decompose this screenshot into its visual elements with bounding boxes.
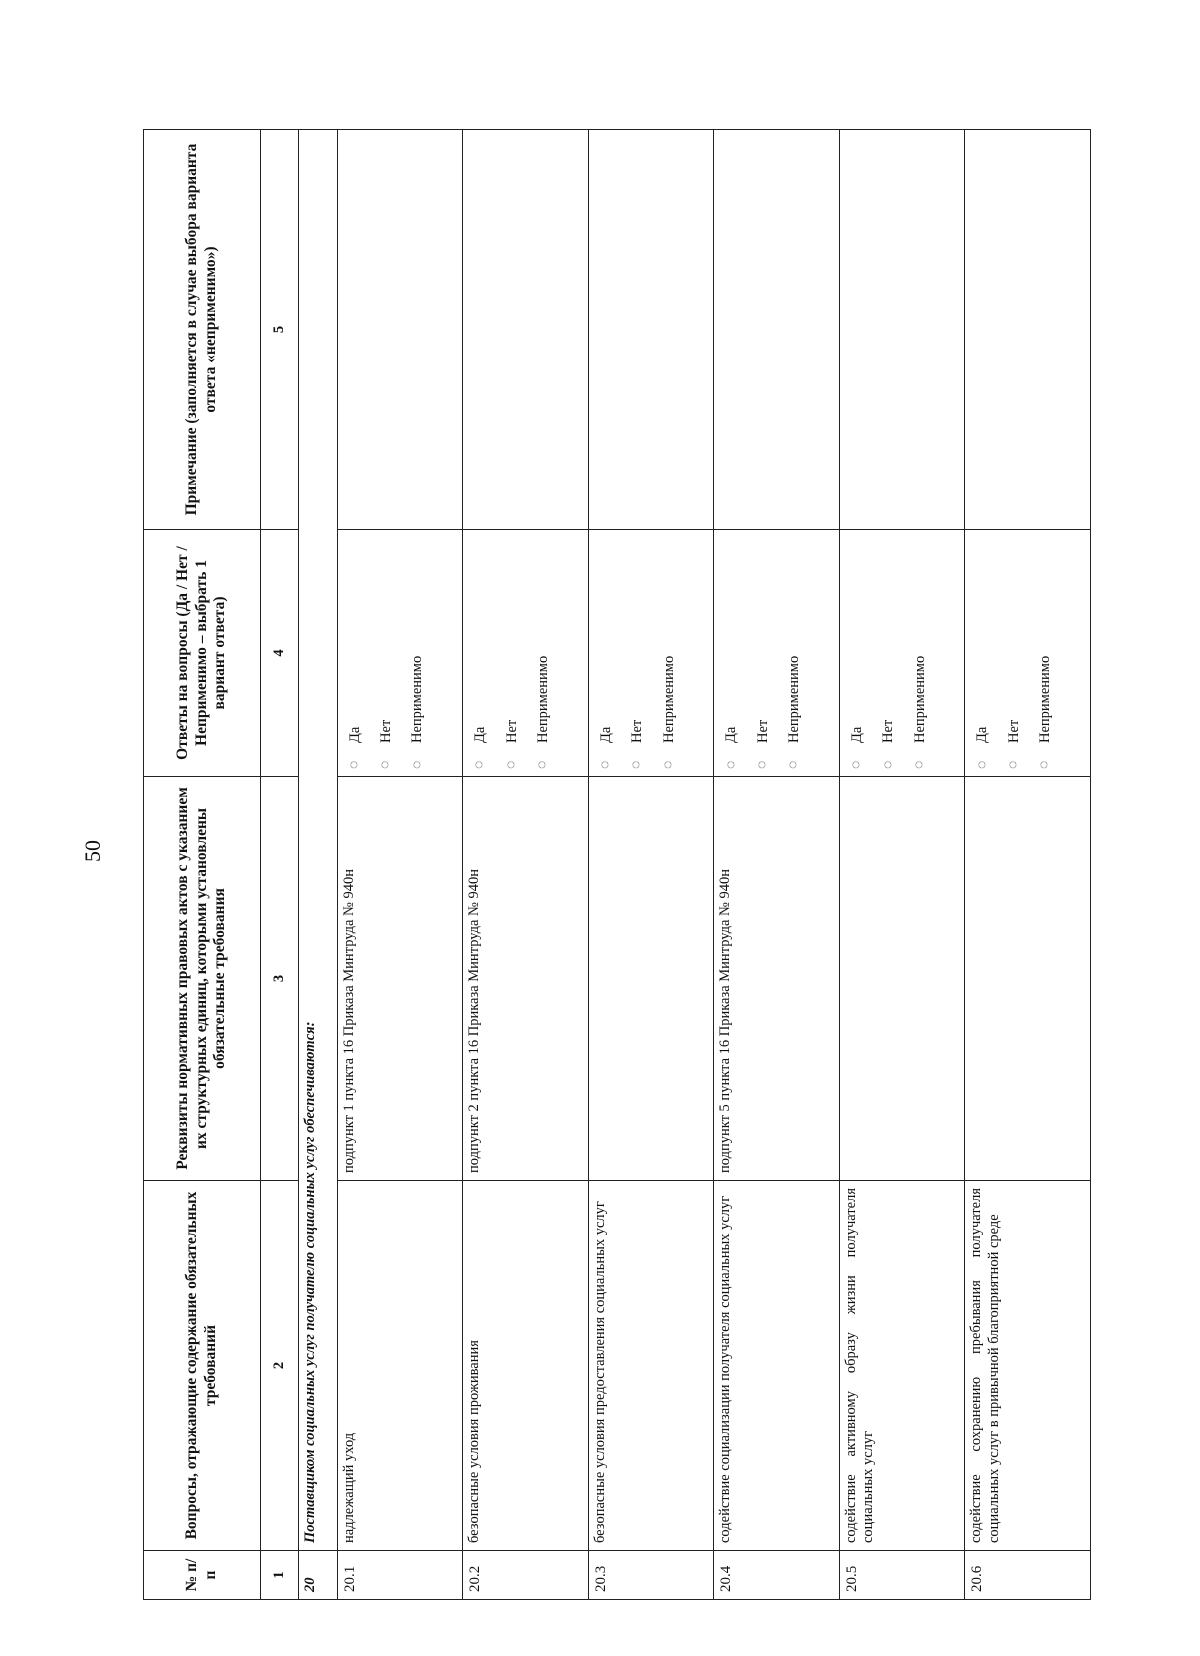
- answer-label: Нет: [378, 719, 395, 743]
- radio-icon[interactable]: ◌: [598, 760, 614, 769]
- requisite-text: [839, 777, 965, 1181]
- radio-icon[interactable]: ◌: [378, 760, 394, 769]
- table-row: [714, 130, 840, 1600]
- note-cell[interactable]: [965, 130, 1091, 530]
- answer-no[interactable]: [629, 537, 646, 769]
- row-number: 20.6: [965, 1551, 1091, 1600]
- table-row: [965, 130, 1091, 1600]
- answer-label: Нет: [503, 719, 520, 743]
- row-number: 20.5: [839, 1551, 965, 1600]
- answer-label: Да: [723, 726, 740, 743]
- answer-na[interactable]: [912, 537, 929, 769]
- requisite-text: подпункт 1 пункта 16 Приказа Минтруда № 940н: [337, 777, 463, 1181]
- radio-icon[interactable]: ◌: [754, 760, 770, 769]
- radio-icon[interactable]: ◌: [472, 760, 488, 769]
- answer-options: [463, 530, 589, 777]
- answer-label: Да: [974, 726, 991, 743]
- answer-yes[interactable]: [974, 537, 991, 769]
- radio-icon[interactable]: ◌: [1006, 760, 1022, 769]
- note-cell[interactable]: [714, 130, 840, 530]
- answer-options: [588, 530, 714, 777]
- header-answers: Ответы на вопросы (Да / Нет / Неприменимо – выбрать 1 вариант ответа): [144, 530, 261, 777]
- question-text: безопасные условия предоставления социальных услуг: [588, 1181, 714, 1551]
- table-row: [839, 130, 965, 1600]
- answer-yes[interactable]: [849, 537, 866, 769]
- answer-na[interactable]: [786, 537, 803, 769]
- answer-label: Неприменимо: [409, 655, 426, 743]
- rotated-page-content: [143, 130, 1091, 1600]
- answer-label: Да: [346, 726, 363, 743]
- radio-icon[interactable]: ◌: [786, 760, 802, 769]
- row-number: 20.3: [588, 1551, 714, 1600]
- radio-icon[interactable]: ◌: [409, 760, 425, 769]
- answer-label: Нет: [754, 719, 771, 743]
- answer-label: Неприменимо: [911, 655, 928, 743]
- requirements-table: [143, 129, 1091, 1600]
- answer-label: Да: [597, 726, 614, 743]
- answer-options: [337, 530, 463, 777]
- radio-icon[interactable]: ◌: [911, 760, 927, 769]
- answer-label: Неприменимо: [786, 655, 803, 743]
- answer-label: Нет: [629, 719, 646, 743]
- section-title: Поставщиком социальных услуг получателю социальных услуг обеспечиваются:: [299, 130, 337, 1551]
- column-number: 4: [261, 530, 299, 777]
- requisite-text: подпункт 2 пункта 16 Приказа Минтруда № 940н: [463, 777, 589, 1181]
- page-number: 50: [80, 840, 105, 862]
- column-number: 3: [261, 777, 299, 1181]
- answer-options: [714, 530, 840, 777]
- answer-label: Неприменимо: [660, 655, 677, 743]
- radio-icon[interactable]: ◌: [1037, 760, 1053, 769]
- answer-yes[interactable]: [598, 537, 615, 769]
- answer-yes[interactable]: [347, 537, 364, 769]
- answer-no[interactable]: [880, 537, 897, 769]
- header-question: Вопросы, отражающие содержание обязательных требований: [144, 1181, 261, 1551]
- radio-icon[interactable]: ◌: [660, 760, 676, 769]
- question-text: содействие социализации получателя социальных услуг: [714, 1181, 840, 1551]
- answer-label: Нет: [1005, 719, 1022, 743]
- answer-options: [965, 530, 1091, 777]
- question-text: безопасные условия проживания: [463, 1181, 589, 1551]
- answer-label: Неприменимо: [1037, 655, 1054, 743]
- answer-yes[interactable]: [472, 537, 489, 769]
- radio-icon[interactable]: ◌: [880, 760, 896, 769]
- requisite-text: [965, 777, 1091, 1181]
- header-num: № п/п: [144, 1551, 261, 1600]
- answer-label: Нет: [880, 719, 897, 743]
- answer-label: Неприменимо: [534, 655, 551, 743]
- row-number: 20.1: [337, 1551, 463, 1600]
- answer-yes[interactable]: [723, 537, 740, 769]
- note-cell[interactable]: [337, 130, 463, 530]
- radio-icon[interactable]: ◌: [503, 760, 519, 769]
- answer-na[interactable]: [409, 537, 426, 769]
- table-row: [588, 130, 714, 1600]
- question-text: надлежащий уход: [337, 1181, 463, 1551]
- radio-icon[interactable]: ◌: [974, 760, 990, 769]
- answer-options: [839, 530, 965, 777]
- section-number: 20: [299, 1551, 337, 1600]
- requisite-text: [588, 777, 714, 1181]
- answer-no[interactable]: [1006, 537, 1023, 769]
- table-row: [337, 130, 463, 1600]
- header-row: [144, 130, 261, 1600]
- answer-no[interactable]: [755, 537, 772, 769]
- radio-icon[interactable]: ◌: [535, 760, 551, 769]
- column-number-row: [261, 130, 299, 1600]
- radio-icon[interactable]: ◌: [849, 760, 865, 769]
- requisite-text: подпункт 5 пункта 16 Приказа Минтруда № 940н: [714, 777, 840, 1181]
- note-cell[interactable]: [839, 130, 965, 530]
- column-number: 5: [261, 130, 299, 530]
- note-cell[interactable]: [588, 130, 714, 530]
- row-number: 20.2: [463, 1551, 589, 1600]
- note-cell[interactable]: [463, 130, 589, 530]
- row-number: 20.4: [714, 1551, 840, 1600]
- question-text: содействие сохранению пребывания получателя социальных услуг в привычной благоприятной среде: [965, 1181, 1091, 1551]
- column-number: 1: [261, 1551, 299, 1600]
- table-row: [463, 130, 589, 1600]
- answer-na[interactable]: [661, 537, 678, 769]
- radio-icon[interactable]: ◌: [629, 760, 645, 769]
- section-row: [299, 130, 337, 1600]
- answer-na[interactable]: [535, 537, 552, 769]
- answer-no[interactable]: [378, 537, 395, 769]
- radio-icon[interactable]: ◌: [723, 760, 739, 769]
- radio-icon[interactable]: ◌: [346, 760, 362, 769]
- answer-no[interactable]: [504, 537, 521, 769]
- column-number: 2: [261, 1181, 299, 1551]
- answer-label: Да: [472, 726, 489, 743]
- question-text: содействие активному образу жизни получателя социальных услуг: [839, 1181, 965, 1551]
- header-requisites: Реквизиты нормативных правовых актов с указанием их структурных единиц, которыми установлены обязательные требования: [144, 777, 261, 1181]
- answer-label: Да: [848, 726, 865, 743]
- answer-na[interactable]: [1037, 537, 1054, 769]
- header-note: Примечание (заполняется в случае выбора варианта ответа «неприменимо»): [144, 130, 261, 530]
